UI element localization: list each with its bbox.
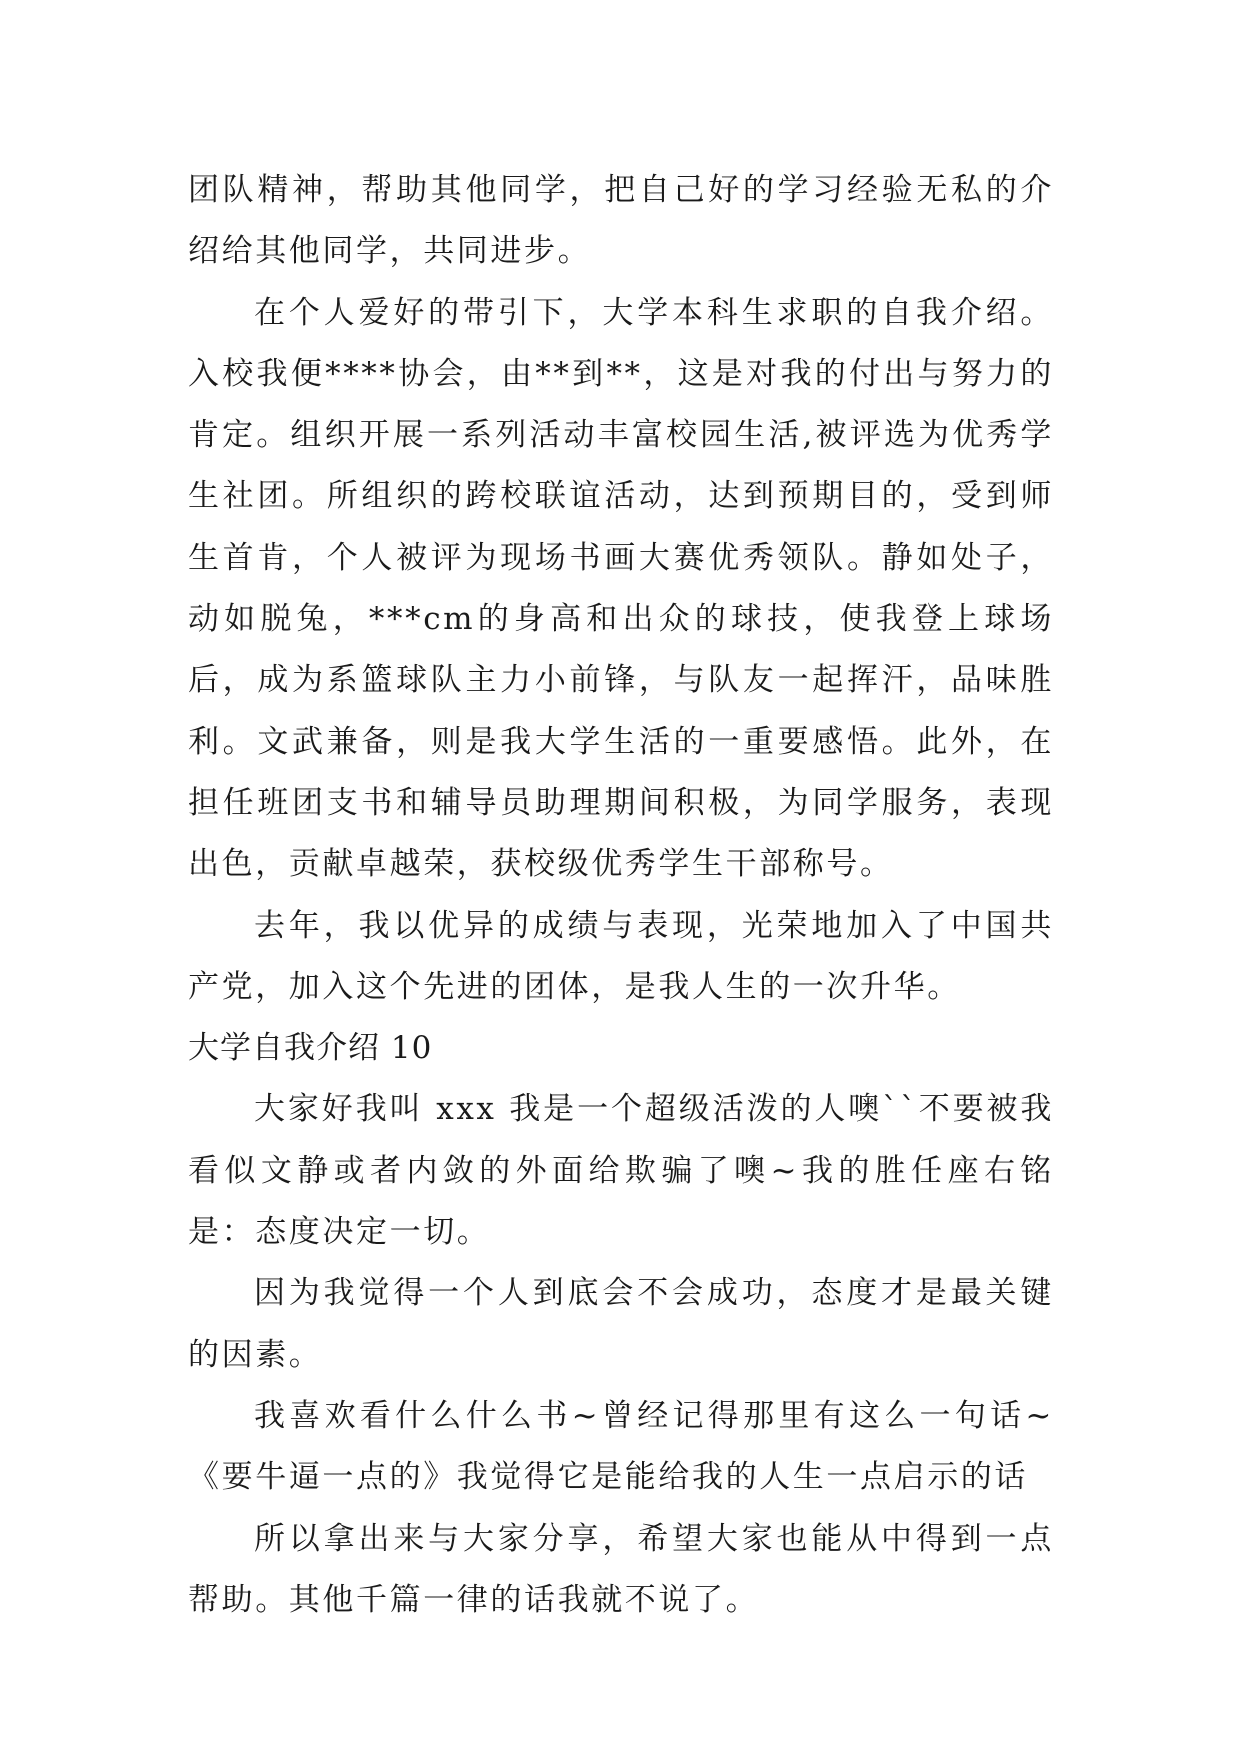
paragraph-hobbies-activities: 在个人爱好的带引下，大学本科生求职的自我介绍。入校我便****协会，由**到**，这是对我的付出与努力的肯定。组织开展一系列活动丰富校园生活,被评选为优秀学生社团。所组织的跨校联谊活动，达到预期目的，受到师生首肯，个人被评为现场书画大赛优秀领队。静如处子，动如脱兔，***cm的身高和出众的球技，使我登上球场后，成为系篮球队主力小前锋，与队友一起挥汗，品味胜利。文武兼备，则是我大学生活的一重要感悟。此外，在担任班团支书和辅导员助理期间积极，为同学服务，表现出色，贡献卓越荣，获校级优秀学生干部称号。 [188,294,1054,883]
paragraph-favorite-book: 我喜欢看什么什么书~曾经记得那里有这么一句话~《要牛逼一点的》我觉得它是能给我的人生一点启示的话 [188,1397,1054,1496]
paragraph-closing: 所以拿出来与大家分享，希望大家也能从中得到一点帮助。其他千篇一律的话我就不说了。 [188,1520,1054,1618]
section-heading: 大学自我介绍 10 [188,1030,433,1067]
paragraph-team-spirit: 团队精神，帮助其他同学，把自己好的学习经验无私的介绍给其他同学，共同进步。 [188,172,1054,270]
paragraph-greeting: 大家好我叫 xxx 我是一个超级活泼的人噢``不要被我看似文静或者内敛的外面给欺骗了噢~我的胜任座右铭是：态度决定一切。 [188,1091,1054,1251]
paragraph-party-membership: 去年，我以优异的成绩与表现，光荣地加入了中国共产党，加入这个先进的团体，是我人生的一次升华。 [188,907,1054,1005]
document-body [188,160,1054,1631]
paragraph-attitude: 因为我觉得一个人到底会不会成功，态度才是最关键的因素。 [188,1275,1054,1373]
